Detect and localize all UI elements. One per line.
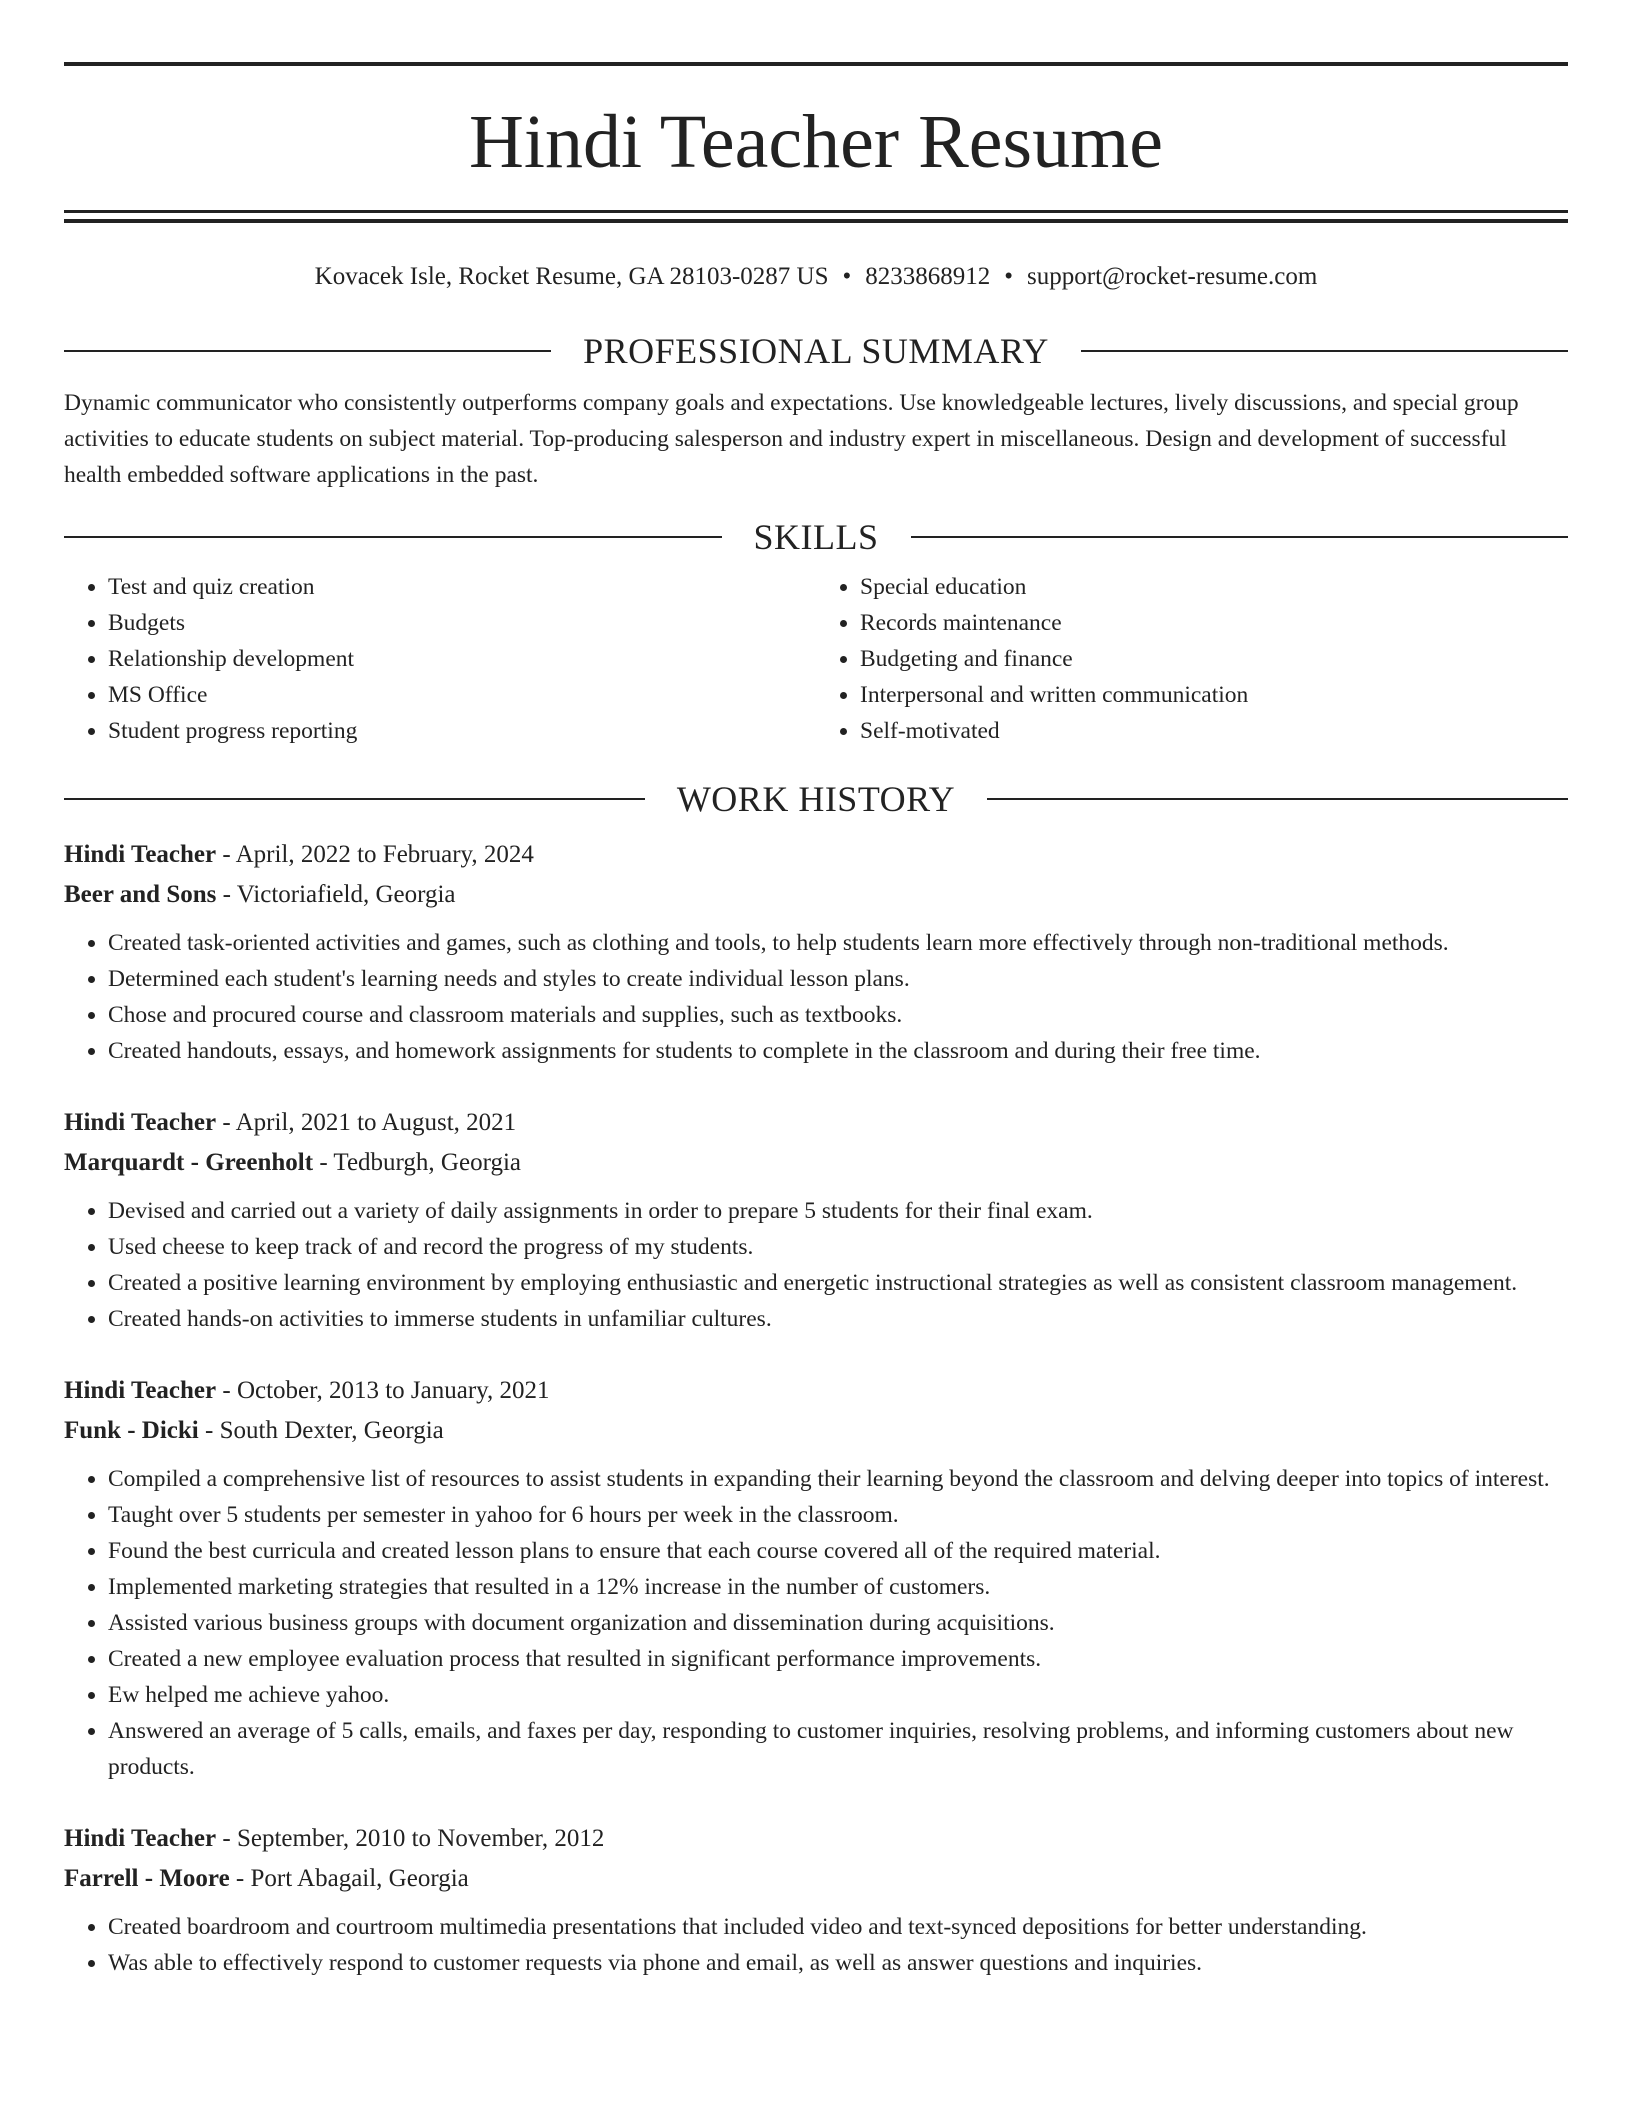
job-bullet: • Found the best curricula and created lesson plans to ensure that each course covered all of the required material. <box>108 1533 1568 1569</box>
job-dates: - October, 2013 to January, 2021 <box>216 1377 550 1404</box>
job-bullets <box>64 1193 1568 1337</box>
job-entry <box>64 835 1568 1069</box>
skill-item: • Budgets <box>108 605 816 641</box>
section-rule-left <box>64 536 722 538</box>
job-company: Funk - Dicki <box>64 1417 199 1444</box>
job-dates: - April, 2022 to February, 2024 <box>216 841 534 868</box>
skill-item: • MS Office <box>108 677 816 713</box>
job-company-line <box>64 1143 1568 1183</box>
job-entry <box>64 1371 1568 1785</box>
job-title-line <box>64 1371 1568 1411</box>
skill-item: • Special education <box>860 569 1568 605</box>
skills-column-right <box>816 569 1568 749</box>
section-rule-right <box>987 798 1568 800</box>
job-location: - Tedburgh, Georgia <box>313 1149 521 1176</box>
job-bullet: • Ew helped me achieve yahoo. <box>108 1677 1568 1713</box>
skill-item: • Interpersonal and written communication <box>860 677 1568 713</box>
page-title: Hindi Teacher Resume <box>469 100 1163 184</box>
skill-item: • Relationship development <box>108 641 816 677</box>
job-bullet: • Created handouts, essays, and homework assignments for students to complete in the classroom and during their free time. <box>108 1033 1568 1069</box>
job-bullet: • Assisted various business groups with document organization and dissemination during acquisitions. <box>108 1605 1568 1641</box>
skill-item: • Student progress reporting <box>108 713 816 749</box>
skills-column-left <box>64 569 816 749</box>
job-location: - Victoriafield, Georgia <box>216 881 456 908</box>
job-title: Hindi Teacher <box>64 1377 217 1404</box>
section-rule-left <box>64 798 645 800</box>
summary-section-header <box>64 327 1568 375</box>
job-company-line <box>64 1411 1568 1451</box>
job-title: Hindi Teacher <box>64 1109 217 1136</box>
work-heading: WORK HISTORY <box>676 779 956 819</box>
job-title: Hindi Teacher <box>64 841 217 868</box>
job-company-line <box>64 875 1568 915</box>
contact-separator: • <box>1004 263 1014 290</box>
job-company: Farrell - Moore <box>64 1865 230 1892</box>
contact-email[interactable]: support@rocket-resume.com <box>1027 263 1318 290</box>
job-bullet: • Chose and procured course and classroom materials and supplies, such as textbooks. <box>108 997 1568 1033</box>
job-company: Marquardt - Greenholt <box>64 1149 314 1176</box>
job-bullet: • Implemented marketing strategies that resulted in a 12% increase in the number of customers. <box>108 1569 1568 1605</box>
job-dates: - September, 2010 to November, 2012 <box>216 1825 605 1852</box>
contact-line <box>64 257 1568 297</box>
skill-item: • Self-motivated <box>860 713 1568 749</box>
job-bullet: • Answered an average of 5 calls, emails, and faxes per day, responding to customer inquiries, resolving problems, and informing customers about new products. <box>108 1713 1568 1785</box>
skills-list <box>64 569 1568 749</box>
job-bullet: • Devised and carried out a variety of daily assignments in order to prepare 5 students for their final exam. <box>108 1193 1568 1229</box>
job-bullet: • Determined each student's learning needs and styles to create individual lesson plans. <box>108 961 1568 997</box>
job-bullet: • Created task-oriented activities and games, such as clothing and tools, to help students learn more effectively through non-traditional methods. <box>108 925 1568 961</box>
work-section-header <box>64 775 1568 823</box>
skills-section-header <box>64 513 1568 561</box>
job-bullet: • Created boardroom and courtroom multimedia presentations that included video and text-synced depositions for better understanding. <box>108 1909 1568 1945</box>
contact-separator: • <box>842 263 852 290</box>
skills-heading: SKILLS <box>753 517 879 557</box>
job-location: - South Dexter, Georgia <box>198 1417 444 1444</box>
summary-text: Dynamic communicator who consistently outperforms company goals and expectations. Use knowledgeable lectures, lively discussions, and special group activities to educate students on subject material. Top-producing salesperson and industry expert in miscellaneous. Design and development of successful health embedded software applications in the past. <box>64 390 1519 488</box>
job-bullet: • Created a new employee evaluation process that resulted in significant performance improvements. <box>108 1641 1568 1677</box>
contact-phone[interactable]: 8233868912 <box>865 263 991 290</box>
section-rule-right <box>1081 350 1568 352</box>
job-bullets <box>64 925 1568 1069</box>
job-dates: - April, 2021 to August, 2021 <box>216 1109 517 1136</box>
job-bullet: • Taught over 5 students per semester in yahoo for 6 hours per week in the classroom. <box>108 1497 1568 1533</box>
job-location: - Port Abagail, Georgia <box>229 1865 469 1892</box>
skill-item: • Records maintenance <box>860 605 1568 641</box>
job-bullet: • Compiled a comprehensive list of resources to assist students in expanding their learning beyond the classroom and delving deeper into topics of interest. <box>108 1461 1568 1497</box>
job-bullet: • Created a positive learning environment by employing enthusiastic and energetic instructional strategies as well as consistent classroom management. <box>108 1265 1568 1301</box>
job-bullet: • Used cheese to keep track of and record the progress of my students. <box>108 1229 1568 1265</box>
job-entry <box>64 1819 1568 1981</box>
skill-item: • Budgeting and finance <box>860 641 1568 677</box>
contact-address: Kovacek Isle, Rocket Resume, GA 28103-0287 US <box>314 263 829 290</box>
job-title-line <box>64 1819 1568 1859</box>
job-bullets <box>64 1909 1568 1981</box>
job-bullets <box>64 1461 1568 1785</box>
job-company: Beer and Sons <box>64 881 217 908</box>
section-rule-left <box>64 350 551 352</box>
job-title-line <box>64 1103 1568 1143</box>
job-title: Hindi Teacher <box>64 1825 217 1852</box>
job-bullet: • Created hands-on activities to immerse students in unfamiliar cultures. <box>108 1301 1568 1337</box>
summary-heading: PROFESSIONAL SUMMARY <box>583 331 1049 371</box>
title-double-rule <box>64 210 1568 223</box>
job-title-line <box>64 835 1568 875</box>
top-rule <box>64 62 1568 66</box>
section-rule-right <box>911 536 1569 538</box>
skill-item: • Test and quiz creation <box>108 569 816 605</box>
job-entry <box>64 1103 1568 1337</box>
job-company-line <box>64 1859 1568 1899</box>
job-bullet: • Was able to effectively respond to customer requests via phone and email, as well as answer questions and inquiries. <box>108 1945 1568 1981</box>
